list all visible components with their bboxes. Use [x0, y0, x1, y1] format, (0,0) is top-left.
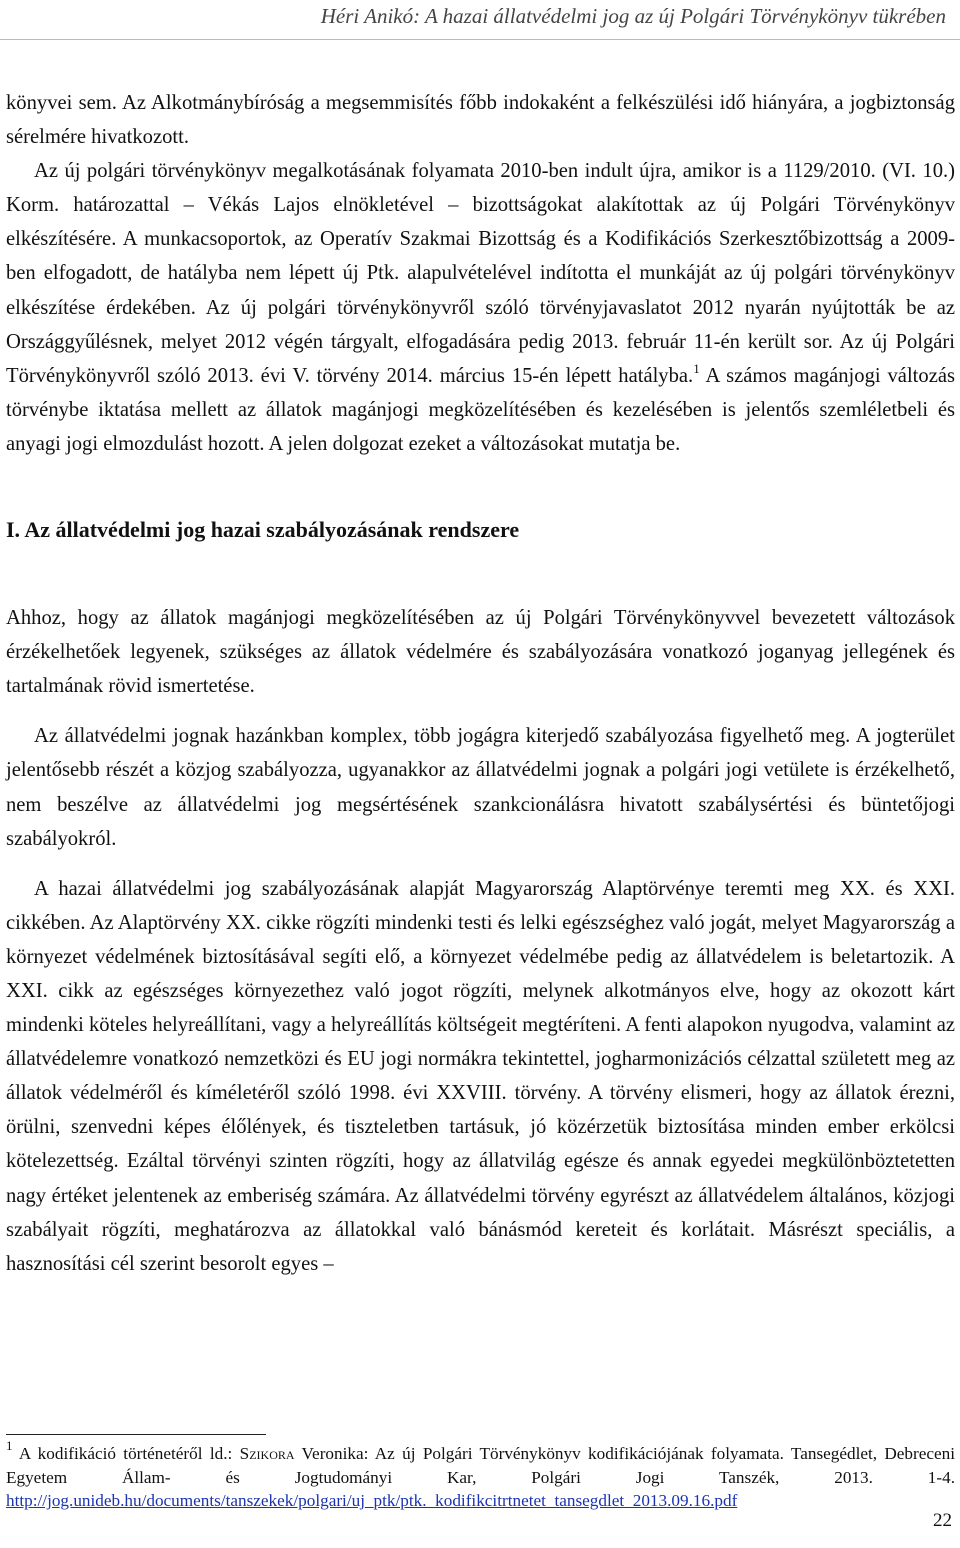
paragraph-3: Ahhoz, hogy az állatok magánjogi megközelítésében az új Polgári Törvénykönyvvel bevezetett változások érzékelhetőek legyenek, szükséges az állatok védelmére és szabályozására vonatkozó joganyag jellegének és tartalmának rövid ismertetése.: [6, 607, 955, 698]
footnote-text-rest: Veronika: Az új Polgári Törvénykönyv kodifikációjának folyamata. Tansegédlet, Debreceni Egyetem Állam- és Jogtudományi Kar, Polgári Jogi Tanszék, 2013. 1-4.: [6, 1444, 955, 1487]
footnote-number: 1: [6, 1438, 13, 1453]
running-header: [0, 0, 960, 40]
footnote-link[interactable]: http://jog.unideb.hu/documents/tanszekek/polgari/uj_ptk/ptk._kodifikcitrtnetet_tansegdlet_2013.09.16.pdf: [6, 1491, 738, 1510]
paragraph-1: könyvei sem. Az Alkotmánybíróság a megsemmisítés főbb indokaként a felkészülési idő hiányára, a jogbiztonság sérelmére hivatkozott.: [6, 92, 955, 149]
footnote-author: Szikora: [239, 1444, 295, 1463]
footnote: [6, 1438, 955, 1513]
footnote-text-start: A kodifikáció történetéről ld.:: [12, 1444, 240, 1463]
running-title: Héri Anikó: A hazai állatvédelmi jog az új Polgári Törvénykönyv tükrében: [320, 4, 946, 28]
page-number: 22: [933, 1510, 952, 1531]
footnote-reference[interactable]: 1: [693, 360, 700, 376]
footnote-divider: [6, 1434, 266, 1435]
paragraph-4: Az állatvédelmi jognak hazánkban komplex, több jogágra kiterjedő szabályozása figyelhető meg. A jogterület jelentősebb részét a közjog szabályozza, ugyanakkor az állatvédelmi jognak a polgári jogi vetülete is érzékelhető, nem beszélve az állatvédelmi jog megsértésének szankcionálásra hivatott szabálysértési és büntetőjogi szabályokról.: [6, 725, 955, 850]
paragraph-2: [6, 154, 955, 461]
paragraph-5: A hazai állatvédelmi jog szabályozásának alapját Magyarország Alaptörvénye teremti meg XX. és XXI. cikkében. Az Alaptörvény XX. cikke rögzíti mindenki testi és lelki egészséghez való jogát, melyet Magyarország a környezet védelmének biztosításával segíti elő, a környezet védelmébe pedig az állatvédelem is beletartozik. A XXI. cikk az egészséges környezethez való jogot rögzíti, melynek alkotmányos elve, hogy az okozott kárt mindenki köteles helyreállítani, vagy a helyreállítás költségeit megtéríteni. A fenti alapokon nyugodva, valamint az állatvédelemre vonatkozó nemzetközi és EU jogi normákra tekintettel, jogharmonizációs célzattal született meg az állatok védelméről és kíméletéről szóló 1998. évi XXVIII. törvény. A törvény elismeri, hogy az állatok érezni, örülni, szenvedni képes élőlények, és tiszteletben tartásuk, jó közérzetük biztosítása minden ember erkölcsi kötelezettség. Ezáltal törvényi szinten rögzíti, hogy az állatvilág egésze és annak egyedei megkülönböztetetten nagy értéket jelentenek az emberiség számára. Az állatvédelmi törvény egyrészt az állatvédelem általános, közjogi szabályait rögzíti, meghatározva az állatokkal való bánásmód kereteit és korlátait. Másrészt speciális, a hasznosítási cél szerint besorolt egyes –: [6, 877, 955, 1275]
page-body: [6, 86, 955, 1281]
section-heading: I. Az állatvédelmi jog hazai szabályozásának rendszere: [6, 517, 520, 543]
paragraph-2-text-a: Az új polgári törvénykönyv megalkotásának folyamata 2010-ben indult újra, amikor is a 1129/2010. (VI. 10.) Korm. határozattal – Vékás Lajos elnökletével – bizottságokat alakítottak az új Polgári Törvénykönyv elkészítésére. A munkacsoportok, az Operatív Szakmai Bizottság és a Kodifikációs Szerkesztőbizottság a 2009-ben elfogadott, de hatályba nem lépett új Ptk. alapulvételével indította el munkáját az új polgári törvénykönyv elkészítése érdekében. Az új polgári törvénykönyvről szóló törvényjavaslatot 2012 nyarán nyújtották be az Országgyűlésnek, melyet 2012 végén tárgyalt, elfogadására pedig 2013. február 11-én került sor. Az új Polgári Törvénykönyvről szóló 2013. évi V. törvény 2014. március 15-én lépett hatályba.: [6, 160, 955, 387]
paragraph-2-text-b: A számos magánjogi változás törvénybe iktatása mellett az állatok magánjogi megközelítésében és kezelésében is jelentős szemléletbeli és anyagi jogi elmozdulást hozott. A jelen dolgozat ezeket a változásokat mutatja be.: [6, 364, 955, 455]
